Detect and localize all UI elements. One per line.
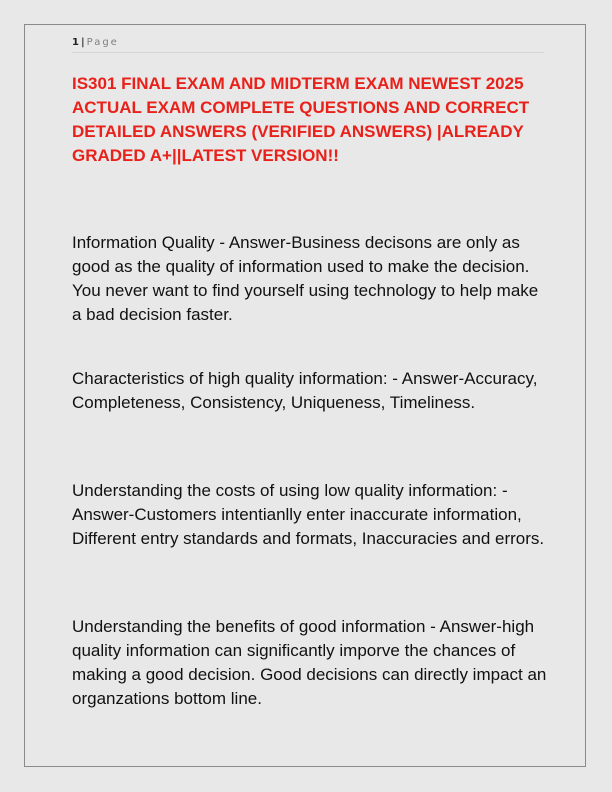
document-title: IS301 FINAL EXAM AND MIDTERM EXAM NEWEST 2025 ACTUAL EXAM COMPLETE QUESTIONS AND CORRECT DETAILED ANSWERS (VERIFIED ANSWERS) |ALREADY GRADED A+||LATEST VERSION!! [72,74,530,165]
page-label: Page [86,37,119,48]
page-separator: | [80,37,85,48]
qa-entry-characteristics: Characteristics of high quality information: - Answer-Accuracy, Completeness, Consistency, Uniqueness, Timeliness. [72,369,538,412]
page-header [72,36,544,53]
qa-entry-benefits-good-information: Understanding the benefits of good information - Answer-high quality information can significantly imporve the chances of making a good decision. Good decisions can directly impact an organzations bottom line. [72,617,547,708]
qa-entry-information-quality: Information Quality - Answer-Business decisons are only as good as the quality of information used to make the decision. You never want to find yourself using technology to help make a bad decision faster. [72,233,539,324]
qa-entry-costs-low-quality: Understanding the costs of using low quality information: - Answer-Customers intentianlly enter inaccurate information, Different entry standards and formats, Inaccuracies and errors. [72,481,545,548]
page-number: 1 [72,37,79,48]
